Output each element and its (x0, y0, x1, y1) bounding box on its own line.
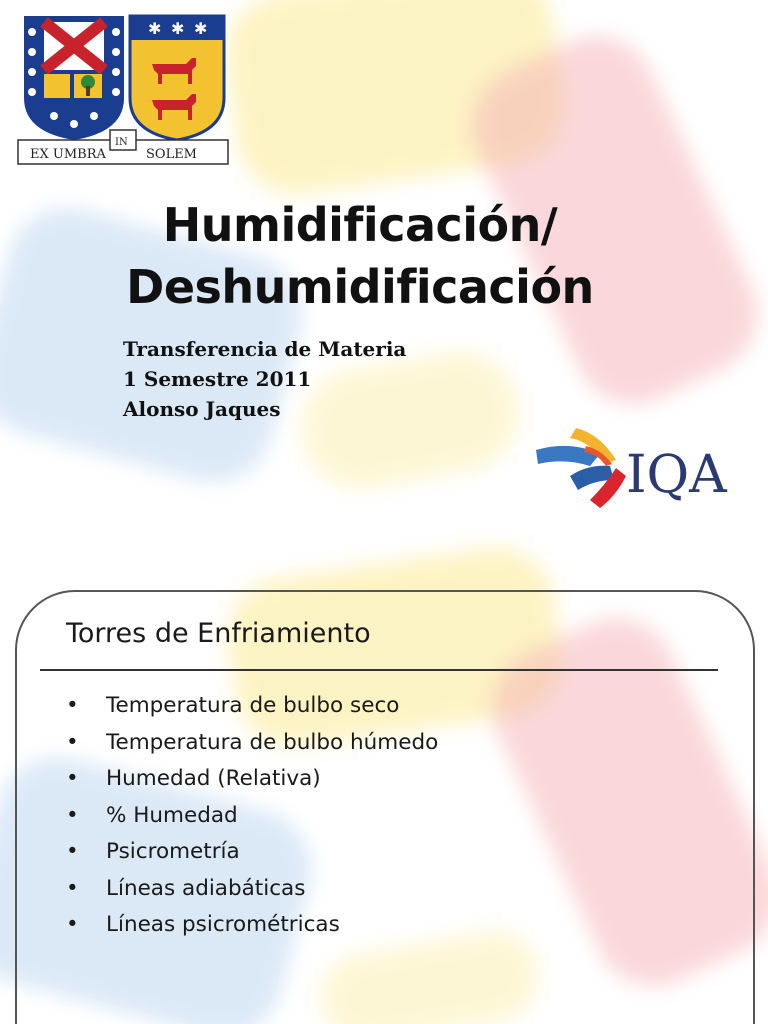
bullet-item (66, 834, 438, 871)
bullet-glyph: • (66, 875, 79, 901)
bullet-glyph: • (66, 802, 79, 828)
bullet-item (66, 798, 438, 835)
crest-motto-right: SOLEM (146, 147, 197, 162)
bullet-glyph: • (66, 693, 79, 718)
bullet-glyph: • (66, 912, 79, 937)
bullet-item (66, 871, 438, 908)
bullet-glyph: • (66, 729, 79, 755)
crest-motto-mid: IN (115, 137, 128, 148)
svg-text:✱: ✱ (171, 19, 185, 38)
bullet-item (66, 725, 438, 762)
svg-text:✱: ✱ (194, 19, 208, 38)
section-title: Torres de Enfriamiento (66, 618, 371, 649)
author-name: Alonso Jaques (123, 397, 281, 421)
bullet-list (66, 688, 438, 944)
slide-title (60, 194, 660, 318)
bullet-text: Líneas adiabáticas (106, 875, 306, 901)
university-crest-logo (14, 12, 244, 172)
bullet-text: Temperatura de bulbo seco (106, 693, 400, 718)
bullet-item (66, 907, 438, 944)
content-slide (0, 512, 768, 1024)
semester-label: 1 Semestre 2011 (123, 367, 312, 391)
title-line-2: Deshumidificación (126, 260, 594, 314)
iqa-logo (530, 420, 740, 512)
title-divider (40, 669, 718, 671)
bullet-text: Psicrometría (106, 839, 240, 864)
crest-motto-left: EX UMBRA (30, 147, 106, 162)
title-line-1: Humidificación/ (162, 198, 558, 252)
bullet-text: Líneas psicrométricas (106, 912, 340, 937)
bullet-item (66, 688, 438, 725)
bullet-text: Temperatura de bulbo húmedo (106, 729, 439, 755)
bullet-text: Humedad (Relativa) (106, 766, 321, 791)
bullet-text: % Humedad (106, 802, 238, 828)
bullet-glyph: • (66, 766, 79, 791)
course-name: Transferencia de Materia (123, 337, 407, 361)
bullet-glyph: • (66, 839, 79, 864)
svg-text:✱: ✱ (148, 19, 162, 38)
iqa-logo-text: IQA (626, 445, 727, 505)
watermark-yellow-shape-lower (291, 342, 528, 498)
bullet-item (66, 761, 438, 798)
